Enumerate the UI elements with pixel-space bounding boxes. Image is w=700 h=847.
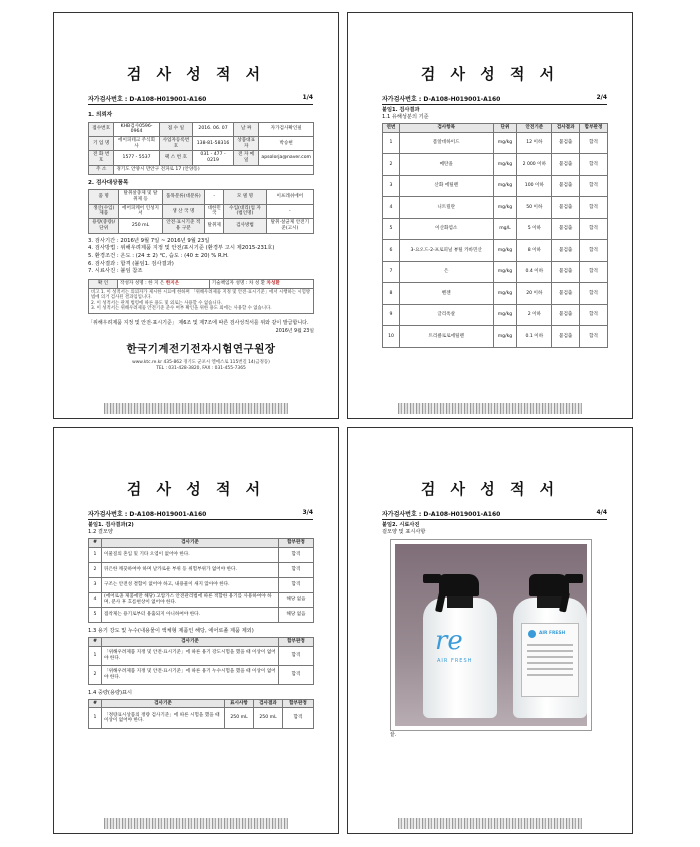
summary-item: 7. 시료사진 : 붙임 참조 [88, 268, 143, 275]
table-cell: 100 이하 [517, 175, 552, 197]
note: 3. 이 성적서는 위해우려제품 안전기준 준수 여부 확인을 위한 용도 외에는 사용할 수 없습니다. [91, 306, 272, 312]
report-page-4 [347, 427, 633, 834]
table-cell: 4 [89, 592, 102, 607]
column-header: 합부판정 [279, 637, 314, 646]
table-cell: 9 [383, 304, 400, 326]
photo-background [395, 544, 587, 726]
table-cell: 대한민국 [205, 204, 224, 218]
report-number: 자가검사번호 : D-A108-H019001-A160 [382, 511, 501, 518]
table-cell: 합격 [580, 283, 608, 305]
page-number: 4/4 [596, 509, 607, 516]
column-header: 검사기준 [102, 637, 279, 646]
spray-nozzle [423, 574, 441, 583]
table-cell: 전 자 메 일 [234, 151, 259, 165]
approver-cell [209, 280, 313, 289]
table-cell: 합격 [580, 132, 608, 154]
column-header: 검사기준 [102, 539, 279, 548]
client-table [88, 122, 314, 175]
report-number-bar [382, 509, 607, 520]
table-cell: 5 [89, 607, 102, 622]
table-cell: 품 명 [89, 190, 119, 204]
table-cell: 「위해우려제품 지정 및 안전·표시기준」에 따른 용기 누수시험을 했을 때 이상이 없어야 한다. [102, 665, 279, 684]
table-cell: 50 이하 [517, 197, 552, 219]
table-cell: 경기도 안양시 만안구 전파로 17 (안양동) [114, 165, 314, 174]
table-cell: mg/kg [493, 132, 517, 154]
report-number: 자가검사번호 : D-A108-H019001-A160 [88, 96, 207, 103]
table-cell: 합격 [580, 304, 608, 326]
table-cell: - [266, 204, 313, 218]
table-row [89, 280, 314, 289]
column-header: 안전기준 [517, 124, 552, 133]
table-cell: 250 mL [254, 708, 283, 729]
table-cell: 합격 [279, 646, 314, 665]
table-cell: mg/kg [493, 261, 517, 283]
table-cell: - [205, 190, 224, 204]
table-cell: 이산화염소 [399, 218, 493, 240]
table-cell: 수입(대리)업 자(법인명) [224, 204, 266, 218]
table-cell: 모 델 명 [224, 190, 266, 204]
page-title: 검 사 성 적 서 [420, 65, 560, 83]
table-header-row [89, 539, 314, 548]
product-logo: re [435, 626, 463, 656]
table-cell: 불검출 [552, 240, 580, 262]
table-cell: 상품대표자 [234, 137, 259, 151]
table-cell: 합격 [580, 175, 608, 197]
sub-heading: 1.3 용기 강도 및 누수(내용물이 액체형 제품인 해당, 에어로졸 제품 제외) [88, 627, 254, 634]
table-cell: 2 000 이하 [517, 154, 552, 176]
table-cell: 접착제는 용기로부터 용출되지 아니하여야 한다. [102, 607, 279, 622]
table-cell: 접수번호 [89, 122, 114, 136]
organization-name: 한국기계전기전자시험연구원장 [126, 342, 276, 355]
table-row [89, 204, 314, 218]
table-row [89, 219, 314, 233]
spray-nozzle [565, 574, 583, 583]
hazard-results-table [382, 123, 608, 348]
table-cell: 구조는 안전성 결함이 없어야 하고, 내용물이 새지 않아야 한다. [102, 577, 279, 592]
table-cell: mg/kg [493, 283, 517, 305]
table-cell: 1 [89, 646, 102, 665]
table-cell: 합격 [580, 261, 608, 283]
table-cell: 은 [399, 261, 493, 283]
table-cell: 12 이하 [517, 132, 552, 154]
column-header: 합부판정 [283, 699, 314, 708]
table-cell: 2 [89, 665, 102, 684]
table-cell: 불검출 [552, 218, 580, 240]
table-cell: 탈취살충제 및 탈취제 등 [119, 190, 162, 204]
column-header: # [89, 539, 102, 548]
table-cell: 뒤은한 깨끗하여야 하며 날카로운 부위 등 위험부위가 없어야 한다. [102, 562, 279, 577]
organization-address: www.ktc.re.kr 435-862 경기도 군포시 엘에스로 115번길 14(금정동) [132, 360, 270, 366]
product-table [88, 189, 314, 233]
table-cell: (에어로졸 제품에만 해당) 고압가스 안전관리법에 따른 적합한 용기를 사용하여야 하며, 분사 후 흐름현상이 없어야 한다. [102, 592, 279, 607]
table-row [89, 607, 314, 622]
table-cell: 4 [383, 197, 400, 219]
table-row [89, 562, 314, 577]
table-cell: mg/L [493, 218, 517, 240]
table-row [89, 665, 314, 684]
table-cell: 2016. 06. 07 [193, 122, 234, 136]
table-cell: 합격 [279, 665, 314, 684]
table-row [89, 592, 314, 607]
table-row [383, 304, 608, 326]
table-row [383, 240, 608, 262]
table-cell: 주 소 [89, 165, 114, 174]
table-cell: 메탄올 [399, 154, 493, 176]
table-cell: 용량(중량)/단위 [89, 219, 119, 233]
table-cell: 글리옥살 [399, 304, 493, 326]
column-header: 검사결과 [254, 699, 283, 708]
table-cell: 합격 [580, 197, 608, 219]
column-header: 검사결과 [552, 124, 580, 133]
table-row [383, 283, 608, 305]
table-cell: 031 - 477 - 0219 [193, 151, 234, 165]
column-header: 표시사항 [225, 699, 254, 708]
table-cell: 트리클로로에틸렌 [399, 326, 493, 348]
report-page-3 [53, 427, 339, 834]
table-cell: 합격 [283, 708, 314, 729]
table-row [89, 547, 314, 562]
page-title: 검 사 성 적 서 [126, 480, 266, 498]
issue-date: 2016년 9월 23일 [275, 329, 314, 335]
table-cell: 니트릴란 [399, 197, 493, 219]
table-cell: 해당 없음 [279, 607, 314, 622]
table-cell: 이물질의 혼입 및 기타 오염이 없어야 한다. [102, 547, 279, 562]
table-cell: 3 [89, 577, 102, 592]
table-cell: mg/kg [493, 326, 517, 348]
table-cell: 3-요오드-2-프로피닐 뷰틸 카바민산 [399, 240, 493, 262]
product-logo-subtitle: AIR FRESH [437, 658, 473, 664]
table-row [89, 190, 314, 204]
confirm-label: 확 인 [89, 280, 118, 289]
signature-table [88, 279, 314, 314]
table-cell: mg/kg [493, 175, 517, 197]
table-cell: 2 [383, 154, 400, 176]
back-label-brand: AIR FRESH [539, 631, 566, 636]
table-cell: 박승현 [259, 137, 314, 151]
summary-item: 6. 검사결과 : 합격 (붙임1. 검사결과) [88, 260, 174, 267]
table-row [383, 218, 608, 240]
table-header-row [89, 637, 314, 646]
table-cell: 5 이하 [517, 218, 552, 240]
page-content [88, 522, 314, 729]
table-cell: 8 이하 [517, 240, 552, 262]
page-number: 1/4 [302, 94, 313, 101]
column-header: # [89, 699, 102, 708]
page-title: 검 사 성 적 서 [126, 65, 266, 83]
table-row [89, 577, 314, 592]
table-cell: 탈취·살균제 안전기준(고시) [266, 219, 313, 233]
page-content [88, 107, 314, 372]
issuance-statement: 「위해우려제품 지정 및 안전·표시기준」 제6조 및 제7조에 따른 검사성적서를 위와 같이 발급합니다. [88, 319, 309, 326]
barcode-strip [398, 818, 582, 829]
table-cell: 1 [89, 547, 102, 562]
bottle-neck [447, 594, 473, 608]
table-cell: 사업자등록번호 [159, 137, 192, 151]
table-cell: mg/kg [493, 240, 517, 262]
table-cell: 접 수 일 [159, 122, 192, 136]
note: 2. 이 성적서는 관계 법령에 따른 용도 및 외로는 사용할 수 없습니다. [91, 300, 223, 306]
table-cell: 탈취제 [205, 219, 224, 233]
table-cell: 7 [383, 261, 400, 283]
table-cell: 8 [383, 283, 400, 305]
section-product-heading: 2. 검사대상품목 [88, 179, 129, 186]
report-number-bar [88, 509, 313, 520]
table-row [383, 154, 608, 176]
table-cell: 138-81-58316 [193, 137, 234, 151]
page-number: 2/4 [596, 94, 607, 101]
table-cell: 합격 [580, 240, 608, 262]
section-client-heading: 1. 의뢰자 [88, 112, 113, 118]
table-cell: 250 mL [119, 219, 162, 233]
table-cell: 합격 [580, 218, 608, 240]
end-mark: 끝. [390, 732, 397, 738]
table-cell: 합격 [279, 547, 314, 562]
column-header: 합부판정 [580, 124, 608, 133]
table-cell: 불검출 [552, 304, 580, 326]
table-row [89, 288, 314, 313]
summary-item: 4. 검사방법 : 위해우려제품 지정 및 안전/표시기준 (환경부 고시 제2015-231호) [88, 245, 275, 252]
summary-item: 5. 환경조건 : 온도 : (24 ± 2) ℃, 습도 : (40 ± 20) % R.H. [88, 252, 229, 259]
table-cell: 0.4 이하 [517, 261, 552, 283]
column-header: 합부판정 [279, 539, 314, 548]
summary-items [88, 238, 314, 276]
volume-table [88, 699, 314, 730]
back-label [521, 623, 579, 697]
annex-heading: 붙임1. 검사결과 [382, 107, 420, 113]
table-cell: 불검출 [552, 175, 580, 197]
spray-bottle-back [513, 598, 587, 718]
table-header-row [383, 124, 608, 133]
table-cell: 이프레쉬에어 [266, 190, 313, 204]
table-cell: 검사방법 [224, 219, 266, 233]
table-cell: 자가검사확인필 [259, 122, 314, 136]
table-cell: 불검출 [552, 132, 580, 154]
brand-dot-icon [528, 630, 536, 638]
annex-heading: 붙임1. 검사결과(2) [88, 522, 134, 528]
page-content [382, 107, 608, 348]
table-cell: 10 [383, 326, 400, 348]
page-number: 3/4 [302, 509, 313, 516]
table-cell: 1 [89, 708, 102, 729]
table-cell: 20 이하 [517, 283, 552, 305]
table-cell: 합격 [580, 326, 608, 348]
report-number-bar [382, 94, 607, 105]
table-cell: apsolorja@naver.com [259, 151, 314, 165]
table-cell: 합격 [279, 562, 314, 577]
author-label: 작성자 성명 : [120, 281, 147, 286]
table-cell: 1577 - 5537 [114, 151, 159, 165]
table-cell: 생산(수입)제품 [89, 204, 119, 218]
table-cell: 「위해우려제품 지정 및 안전·표시기준」에 따른 용기 강도시험을 했을 때 이상이 없어야 한다. [102, 646, 279, 665]
column-header: 검사항목 [399, 124, 493, 133]
table-row [89, 137, 314, 151]
sub-heading: 1.1 유해성분의 기준 [382, 114, 429, 121]
report-number: 자가검사번호 : D-A108-H019001-A160 [382, 96, 501, 103]
column-header: 단위 [493, 124, 517, 133]
sample-photo [390, 539, 592, 731]
table-cell: 5 [383, 218, 400, 240]
approver-name: 차 성 환 [248, 281, 266, 286]
page-content [382, 522, 608, 536]
table-cell: KHB검사0596-0964 [114, 122, 159, 136]
appearance-table [88, 538, 314, 623]
sub-heading: 겉모양 및 표시사항 [382, 529, 426, 536]
column-header: 검사기준 [102, 699, 225, 708]
table-row [383, 132, 608, 154]
table-cell: 합격 [580, 154, 608, 176]
table-cell: 에어피케어 인성지서 [119, 204, 162, 218]
table-row [383, 175, 608, 197]
table-cell: mg/kg [493, 304, 517, 326]
page-title: 검 사 성 적 서 [420, 480, 560, 498]
table-cell: 품목분류(대분류) [162, 190, 204, 204]
report-number-bar [88, 94, 313, 105]
author-cell [118, 280, 210, 289]
table-cell: 팩 스 번 호 [159, 151, 192, 165]
table-cell: 에이피테크 주식회사 [114, 137, 159, 151]
table-row [89, 708, 314, 729]
table-header-row [89, 699, 314, 708]
table-cell: 합격 [279, 577, 314, 592]
table-cell: 1 [383, 132, 400, 154]
notes-cell [89, 288, 314, 313]
organization-contact: TEL : 031-428-3820, FAX : 031-455-7365 [156, 366, 246, 372]
table-cell: 벤젠 [399, 283, 493, 305]
table-cell: 2 [89, 562, 102, 577]
table-cell: mg/kg [493, 154, 517, 176]
spray-bottle-front [423, 598, 497, 718]
summary-item: 3. 검사기간 : 2016년 9월 7일 ~ 2016년 9월 23일 [88, 237, 210, 244]
table-row [89, 165, 314, 174]
report-page-1 [53, 12, 339, 419]
table-cell: 기 업 명 [89, 137, 114, 151]
table-row [89, 122, 314, 136]
table-cell: 불검출 [552, 154, 580, 176]
table-cell: 불검출 [552, 326, 580, 348]
note: 비고 1. 이 성적서는 의뢰자가 제시한 시료에 한하며 「위해우려제품 지정 및 안전·표시기준」에서 시행하는 시험방법에 의거 검사된 결과임입니다. [91, 289, 311, 301]
approver-label: 기술책임자 성명 : [211, 281, 248, 286]
barcode-strip [104, 818, 288, 829]
table-cell: 불검출 [552, 197, 580, 219]
table-cell: 산화 에틸렌 [399, 175, 493, 197]
table-cell: 2 이하 [517, 304, 552, 326]
table-cell: 날 짜 [234, 122, 259, 136]
table-row [383, 326, 608, 348]
table-cell: 불검출 [552, 261, 580, 283]
container-test-table [88, 637, 314, 685]
table-cell: 불검출 [552, 283, 580, 305]
table-row [383, 197, 608, 219]
table-cell: 생 산 국 명 [162, 204, 204, 218]
table-cell: 「정량표시상품의 정량 검사기준」에 따른 시험을 했을 때 이상이 없어야 한다. [102, 708, 225, 729]
sub-heading: 1.2 결모양 [88, 529, 113, 536]
table-cell: 안전·표시기준 적용 구분 [162, 219, 204, 233]
table-cell: 250 mL [225, 708, 254, 729]
table-cell: mg/kg [493, 197, 517, 219]
table-cell: 6 [383, 240, 400, 262]
table-row [89, 151, 314, 165]
table-row [383, 261, 608, 283]
column-header: # [89, 637, 102, 646]
table-cell: 전 화 번 호 [89, 151, 114, 165]
table-cell: 해당 없음 [279, 592, 314, 607]
sub-heading: 1.4 중량(용량)표시 [88, 689, 133, 696]
approver-signature: 차성환 [266, 281, 280, 286]
table-cell: 3 [383, 175, 400, 197]
author-signature: 한지은 [165, 281, 180, 286]
table-cell: 0.1 이하 [517, 326, 552, 348]
report-number: 자가검사번호 : D-A108-H019001-A160 [88, 511, 207, 518]
annex-heading: 붙임2. 시료사진 [382, 522, 420, 528]
table-cell: 폼알데하이드 [399, 132, 493, 154]
column-header: 연번 [383, 124, 400, 133]
barcode-strip [104, 403, 288, 414]
report-page-2 [347, 12, 633, 419]
author-name: 한 지 은 [148, 281, 165, 286]
barcode-strip [398, 403, 582, 414]
table-row [89, 646, 314, 665]
